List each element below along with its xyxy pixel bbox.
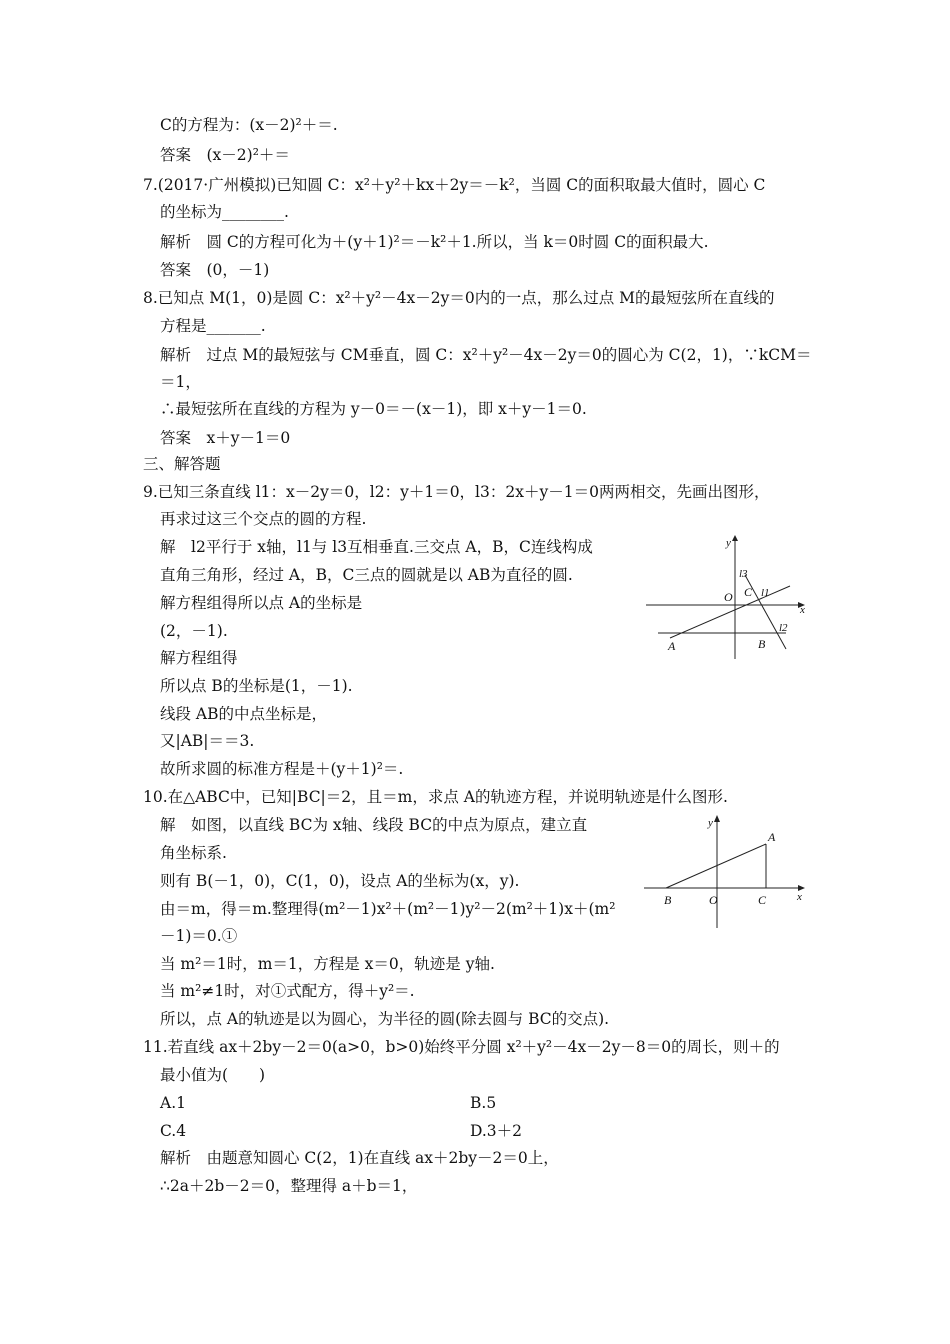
text-line: 所以点 B的坐标是(1，－1).	[160, 677, 353, 695]
text-line: ∴2a＋2b－2＝0，整理得 a＋b＝1，	[160, 1177, 418, 1195]
point-a-label: A	[668, 639, 676, 653]
text-line: 又|AB|＝＝3.	[160, 732, 255, 750]
text-line: 解 l2平行于 x轴，l1与 l3互相垂直.三交点 A，B，C连线构成	[160, 538, 593, 556]
point-c-label: C	[758, 893, 767, 907]
text-line: ∴最短弦所在直线的方程为 y－0＝－(x－1)，即 x＋y－1＝0.	[160, 400, 587, 418]
text-line: 8.已知点 M(1，0)是圆 C：x²＋y²－4x－2y＝0内的一点，那么过点 M的最短弦所在直线的	[143, 289, 775, 307]
text-line: 当 m²＝1时，m＝1，方程是 x＝0，轨迹是 y轴.	[160, 955, 495, 973]
text-line: 解 如图，以直线 BC为 x轴、线段 BC的中点为原点，建立直	[160, 816, 588, 834]
point-b-label: B	[664, 893, 672, 907]
y-arrow	[714, 815, 720, 822]
text-line: 三、解答题	[143, 455, 221, 473]
x-axis-label: x	[797, 891, 802, 903]
y-axis-label: y	[726, 537, 731, 549]
x-axis-label: x	[800, 604, 805, 616]
text-line: 11.若直线 ax＋2by－2＝0(a>0，b>0)始终平分圆 x²＋y²－4x－2y－8＝0的周长，则＋的	[143, 1038, 780, 1056]
text-line: 所以，点 A的轨迹是以为圆心，为半径的圆(除去圆与 BC的交点).	[160, 1010, 610, 1028]
y-arrow	[732, 535, 738, 541]
text-line: 10.在△ABC中，已知|BC|＝2，且＝m，求点 A的轨迹方程，并说明轨迹是什么图形.	[143, 788, 728, 806]
text-line: 再求过这三个交点的圆的方程.	[160, 510, 367, 528]
text-line: 最小值为( )	[160, 1066, 266, 1084]
text-line: 答案 (0，－1)	[160, 261, 270, 279]
text-line: 解析 过点 M的最短弦与 CM垂直，圆 C：x²＋y²－4x－2y＝0的圆心为 C(2，1)，∵kCM＝	[160, 346, 812, 364]
point-a-label: A	[768, 830, 776, 844]
text-line: 直角三角形，经过 A，B，C三点的圆就是以 AB为直径的圆.	[160, 566, 573, 584]
text-line: 答案 x＋y－1＝0	[160, 429, 291, 447]
figure-triangle-abc	[640, 812, 815, 932]
text-line: A.1	[160, 1094, 186, 1112]
text-line: 7.(2017·广州模拟)已知圆 C：x²＋y²＋kx＋2y＝－k²，当圆 C的面积取最大值时，圆心 C	[143, 176, 766, 194]
text-line: 角坐标系.	[160, 844, 227, 862]
text-line: B.5	[470, 1094, 497, 1112]
text-line: 当 m²≠1时，对①式配方，得＋y²＝.	[160, 982, 415, 1000]
point-c-label: C	[744, 585, 753, 599]
text-line: 的坐标为________.	[160, 203, 289, 221]
text-line: 解析 圆 C的方程可化为＋(y＋1)²＝－k²＋1.所以，当 k＝0时圆 C的面积最大.	[160, 233, 709, 251]
text-line: (2，－1).	[160, 622, 228, 640]
text-line: 线段 AB的中点坐标是，	[160, 705, 328, 723]
y-axis-label: y	[708, 817, 713, 829]
text-line: －1)＝0.①	[160, 927, 238, 945]
segment-ba	[666, 844, 766, 888]
text-line: 解方程组得所以点 A的坐标是	[160, 594, 363, 612]
text-line: 解方程组得	[160, 649, 238, 667]
text-line: 由＝m，得＝m.整理得(m²－1)x²＋(m²－1)y²－2(m²＋1)x＋(m²	[160, 900, 616, 918]
point-b-label: B	[758, 637, 766, 651]
text-line: D.3＋2	[470, 1122, 523, 1140]
origin-label: O	[724, 590, 733, 604]
text-line: 方程是_______.	[160, 317, 266, 335]
text-line: C.4	[160, 1122, 187, 1140]
text-line: 9.已知三条直线 l1：x－2y＝0，l2：y＋1＝0，l3：2x＋y－1＝0两两相交，先画出图形，	[143, 483, 770, 501]
text-line: 解析 由题意知圆心 C(2，1)在直线 ax＋2by－2＝0上，	[160, 1149, 559, 1167]
text-line: C的方程为：(x－2)²＋＝.	[160, 116, 338, 134]
text-line: ＝1，	[160, 373, 201, 391]
text-line: 答案 (x－2)²＋＝	[160, 146, 290, 164]
line-l2-label: l2	[779, 622, 788, 634]
line-l3-label: l3	[739, 568, 748, 580]
text-line: 故所求圆的标准方程是＋(y＋1)²＝.	[160, 760, 404, 778]
line-l1-label: l1	[761, 587, 770, 599]
figure-three-lines	[640, 535, 815, 660]
origin-label: O	[709, 893, 718, 907]
text-line: 则有 B(－1，0)，C(1，0)，设点 A的坐标为(x，y).	[160, 872, 520, 890]
